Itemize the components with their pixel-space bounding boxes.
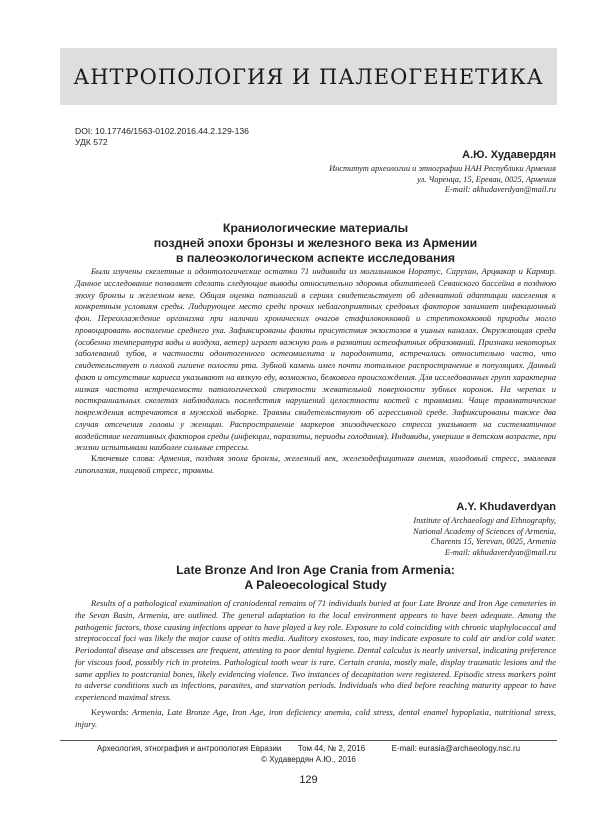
title-line: Краниологические материалы <box>222 221 409 235</box>
footer-divider <box>60 740 557 741</box>
abstract-en <box>75 598 556 704</box>
affiliation-line: Charents 15, Yerevan, 0025, Armenia <box>430 537 556 547</box>
title-ru <box>75 221 556 266</box>
doi: DOI: 10.17746/1563-0102.2016.44.2.129-136 <box>75 126 249 136</box>
email-link[interactable]: E-mail: akhudaverdyan@mail.ru <box>444 547 556 557</box>
keywords-en <box>75 707 556 731</box>
udk: УДК 572 <box>75 136 108 147</box>
abstract-text: Results of a pathological examination of craniodental remains of 71 individuals buried at four Late Bronze and Iron Age cemeteries in the Sevan Basin, Armenia, are outlined. The general adaptation to the local environment appears to have been adequate. Among the pathogenic factors, those causing infections appear to have played a key role. Exposure to cold coinciding with chronic staphylococcal and streptococcal foci was likely the major cause of otitis media. Auditory exostoses, too, may indicate exposure to cold air and/or cold water. Periodontal disease and abscesses are frequent, attesting to poor dental hygiene. Dental calculus is nearly universal, indicating preference for viscous food, possibly rich in proteins. Pathological tooth wear is rare. Certain crania, mostly male, display traumatic lesions and the same applies to postcranial bones, likely evidencing violence. Two instances of decapitation were registered. Episodic stress markers point to adverse conditions such as infections, parasites, and starvation periods. Individuals who died before reaching maturity appear to have experienced maximal stress. <box>75 598 556 702</box>
page-number: 129 <box>299 774 318 786</box>
affiliation-line: Институт археологии и этнографии НАН Республики Армения <box>329 164 556 173</box>
author-en: A.Y. Khudaverdyan <box>456 501 556 513</box>
footer-line <box>60 743 557 754</box>
title-line: поздней эпохи бронзы и железного века из Армении <box>153 236 478 250</box>
section-title: АНТРОПОЛОГИЯ И ПАЛЕОГЕНЕТИКА <box>73 64 544 89</box>
keywords-label: Ключевые слова: <box>91 453 155 463</box>
affiliation-line: ул. Чаренца, 15, Ереван, 0025, Армения <box>417 174 556 184</box>
section-banner <box>60 48 557 105</box>
affiliation-line: National Academy of Sciences of Armenia, <box>413 526 556 536</box>
email-link[interactable]: E-mail: akhudaverdyan@mail.ru <box>444 185 556 195</box>
abstract-text: Были изучены скелетные и одонтологические остатки 71 индивида из могильников Норатус, Саруxан, Арцвакар и Кармир. Данное исследование позволяет сделать следующие выводы относительно здоровья обитателей Севанского бассейна в позднюю эпоху бронзы и железном веке. Общая оценка патологий в сериях свидетельствует об адекватной адаптации населения к конкретным условиям среды. Лидирующее место среди прочих неблагоприятных средовых факторов занимает инфекционный фон. Переохлаждение организма при наличии хронических очагов стафилококковой и стрептококковой природы могло провоцировать воспаление среднего уха. Зафиксированы факты присутствия экзостозов в ушных каналах. Окружающая среда (особенно температура воды и воздуха, ветер) играет важную роль в развитии остеофитных образований. Признаки некоторых заболеваний зубов, в частности одонтогенного остеомиелита и пародонтита, встречались относительно часто, что свидетельствует о плохой гигиене полости рта. Зубной камень имел почти тотальное распространение в популяциях. Данный факт и отсутствие кариеса указывают на вязкую еду, возможно, белкового происхождения. Для исследованных групп характерна низкая частота встречаемости патологической стертости жевательной поверхности зубных коронок. На черепах и посткраниальных скелетах наблюдались последствия нарушений целостности костей с травмами. Чаще травматические повреждения встречаются в мужской выборке. Травмы свидетельствуют об агрессивной среде. Зафиксированы также два случая отсечения головы у женщин. Распространение маркеров эпизодического стресса указывает на систематичное воздействие негативных факторов среды (инфекции, паразиты, периоды голодания). Индивиды, умершие в детском возрасте, при жизни испытывали наиболее сильные стрессы. <box>75 266 556 453</box>
title-line: Late Bronze And Iron Age Crania from Armenia: <box>176 563 455 577</box>
journal-name: Археология, этнография и антропология Евразии <box>96 744 282 753</box>
author-ru: А.Ю. Худавердян <box>462 149 556 161</box>
affiliation-line: Institute of Archaeology and Ethnography, <box>413 516 556 525</box>
journal-issue: Том 44, № 2, 2016 <box>297 744 366 753</box>
keywords-label: Keywords: <box>91 707 129 717</box>
affiliation-en <box>413 516 556 558</box>
title-line: A Paleoecological Study <box>244 578 387 592</box>
keywords-ru <box>75 453 556 477</box>
abstract-ru <box>75 266 556 454</box>
keywords-value: Армения, поздняя эпоха бронзы, железный век, железодефицитная анемия, холодовый стресс, эмалевая гипоплазия, пищевой стресс, травмы. <box>75 453 556 475</box>
title-en <box>75 563 556 593</box>
title-line: в палеоэкологическом аспекте исследования <box>175 251 456 265</box>
keywords-value: Armenia, Late Bronze Age, Iron Age, iron deficiency anemia, cold stress, dental enamel hypoplasia, nutritional stress, injury. <box>75 707 556 729</box>
copyright: © Худавердян А.Ю., 2016 <box>261 755 356 764</box>
article-meta <box>75 126 249 147</box>
affiliation-ru <box>329 164 556 196</box>
journal-email[interactable]: E-mail: eurasia@archaeology.nsc.ru <box>391 744 521 753</box>
